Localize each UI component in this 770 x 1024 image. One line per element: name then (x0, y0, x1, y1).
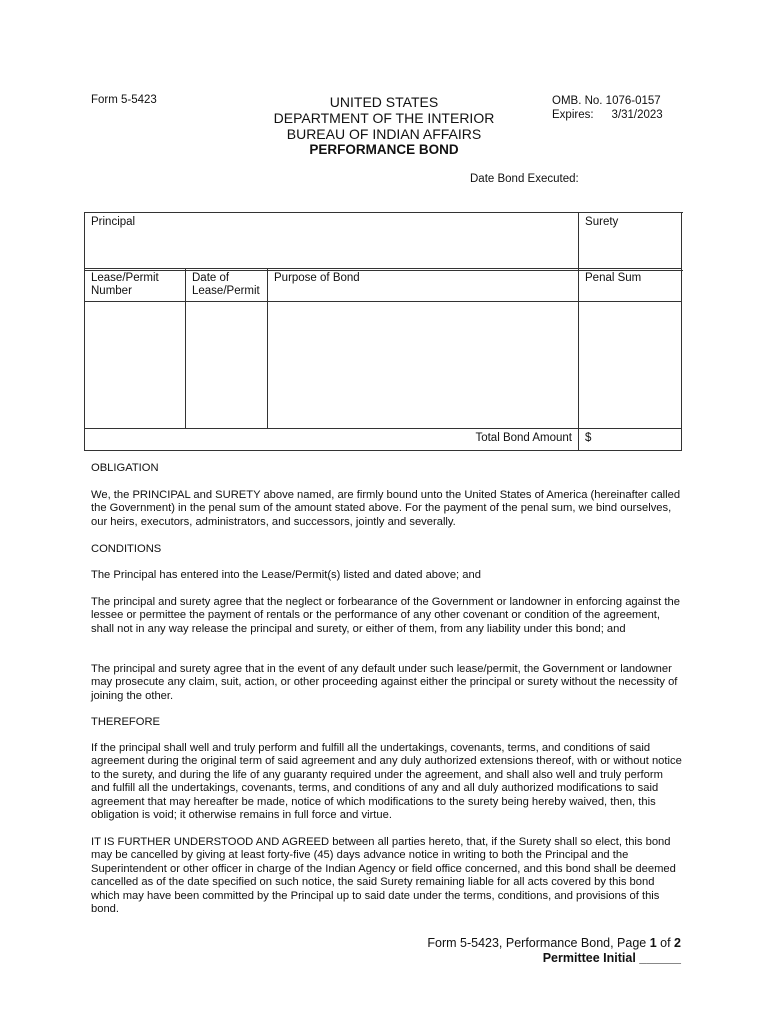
total-bond-amount-field[interactable] (579, 429, 682, 451)
therefore-paragraph-1: If the principal shall well and truly perform and fulfill all the undertakings, covenants, terms, and conditions of said agreement during the original term of said agreement and any duly authorized extensions thereof, with or without notice to the surety, and during the life of any guaranty required under the agreement, and shall also well and truly perform and fulfill all the undertakings, covenants, terms, and conditions of any and all duly authorized modifications to said agreement that may hereafter be made, notice of which modifications to the surety being hereby waived, then, this obligation is void; it otherwise remains in full force and virtue. (91, 742, 682, 822)
bond-table (84, 212, 682, 271)
document-title: PERFORMANCE BOND (309, 142, 459, 157)
surety-label: Surety (585, 216, 619, 228)
lease-date-cell[interactable] (186, 302, 268, 429)
omb-block (552, 94, 663, 122)
permittee-initial[interactable]: Permittee Initial ______ (542, 951, 681, 965)
date-bond-executed-label: Date Bond Executed: (470, 173, 579, 185)
therefore-paragraph-2: IT IS FURTHER UNDERSTOOD AND AGREED between all parties hereto, that, if the Surety shall so elect, this bond may be cancelled by giving at least forty-five (45) days advance notice in writing to both the Principal and the Superintendent or other officer in charge of the Indian Agency or field office concerned, and this bond shall be deemed cancelled as of the date specified on such notice, the said Surety remaining liable for all acts covered by this bond which may have been committed by the Principal up to said date under the terms, conditions, and provisions of this bond. (91, 836, 676, 916)
lease-date-header: Date of Lease/Permit (186, 269, 268, 302)
purpose-header: Purpose of Bond (268, 269, 579, 302)
omb-number: OMB. No. 1076-0157 (552, 95, 661, 107)
heading-line-2: DEPARTMENT OF THE INTERIOR (273, 110, 495, 126)
obligation-heading: OBLIGATION (91, 462, 159, 474)
conditions-paragraph-1: The Principal has entered into the Lease/Permit(s) listed and dated above; and (91, 569, 481, 581)
penal-sum-header: Penal Sum (579, 269, 682, 302)
dollar-sign: $ (585, 432, 592, 444)
expires-value: 3/31/2023 (611, 109, 663, 121)
page-indicator: Form 5-5423, Performance Bond, Page 1 of 2 (427, 936, 681, 950)
therefore-heading: THEREFORE (91, 716, 160, 728)
total-bond-amount-label: Total Bond Amount (85, 429, 579, 451)
lease-table (84, 268, 682, 451)
conditions-paragraph-2: The principal and surety agree that the neglect or forbearance of the Government or landowner in enforcing against the lessee or permittee the payment of rentals or the performance of any other covenant or condition of the agreement, shall not in any way release the principal and surety, or either of them, from any liability under this bond; and (91, 596, 680, 635)
lease-number-cell[interactable] (85, 302, 186, 429)
heading-line-3: BUREAU OF INDIAN AFFAIRS (286, 126, 482, 142)
conditions-heading: CONDITIONS (91, 543, 162, 555)
form-number: Form 5-5423 (91, 94, 157, 106)
page-footer (400, 936, 681, 966)
agency-heading (250, 94, 518, 158)
principal-field[interactable] (85, 213, 579, 271)
heading-line-1: UNITED STATES (329, 94, 439, 110)
principal-label: Principal (91, 216, 136, 228)
conditions-paragraph-3: The principal and surety agree that in the event of any default under such lease/permit, the Government or landowner may prosecute any claim, suit, action, or other proceeding against either the principal or surety without the necessity of joining the other. (91, 663, 678, 702)
expiration (552, 108, 663, 122)
penal-sum-cell[interactable] (579, 302, 682, 429)
expires-label: Expires: (552, 109, 594, 121)
lease-number-header: Lease/Permit Number (85, 269, 186, 302)
obligation-text: We, the PRINCIPAL and SURETY above named, are firmly bound unto the United States of America (hereinafter called the Government) in the penal sum of the amount stated above. For the payment of the penal sum, we bind ourselves, our heirs, executors, administrators, and successors, jointly and severally. (91, 489, 681, 528)
surety-field[interactable] (579, 213, 682, 271)
purpose-cell[interactable] (268, 302, 579, 429)
